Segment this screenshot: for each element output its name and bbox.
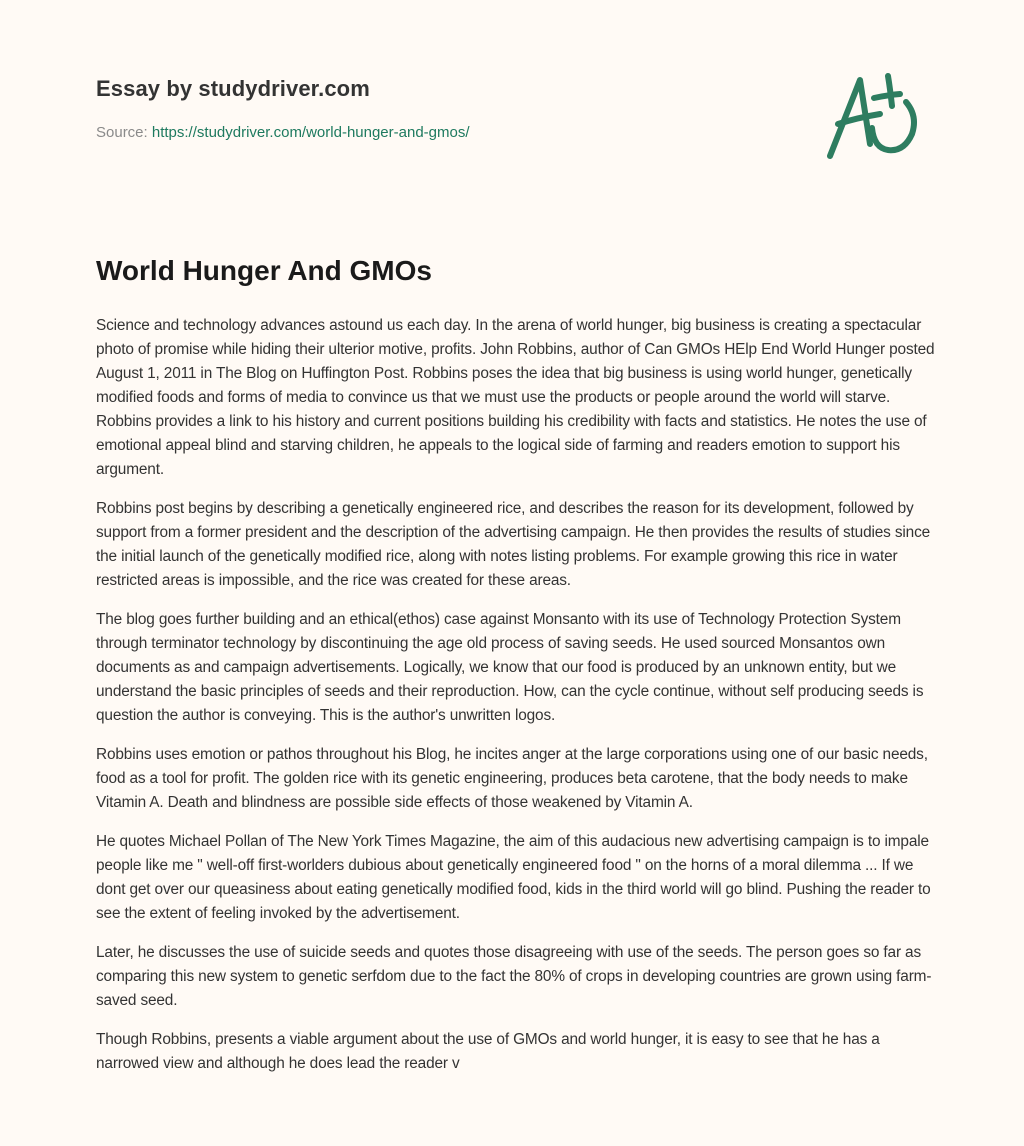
paragraph: Robbins post begins by describing a genetically engineered rice, and describes the reason for its development, followed by support from a former president and the description of the advertising campaign. He then provides the results of studies since the initial launch of the genetically modified rice, along with notes listing problems. For example growing this rice in water restricted areas is impossible, and the rice was created for these areas. xyxy=(96,500,931,589)
paragraph: Science and technology advances astound us each day. In the arena of world hunger, big business is creating a spectacular photo of promise while hiding their ulterior motive, profits. John Robbins, author of Can GMOs HElp End World Hunger posted August 1, 2011 in The Blog on Huffington Post. Robbins poses the idea that big business is using world hunger, genetically modified foods and forms of media to convince us that we must use the products or people around the world will starve. Robbins provides a link to his history and current positions building his credibility with facts and statistics. He notes the use of emotional appeal blind and starving children, he appeals to the logical side of farming and readers emotion to support his argument. xyxy=(96,317,935,478)
header xyxy=(96,0,936,180)
paragraph: The blog goes further building and an ethical(ethos) case against Monsanto with its use of Technology Protection System through terminator technology by discontinuing the age old process of saving seeds. He used sourced Monsantos own documents as and campaign advertisements. Logically, we know that our food is produced by an unknown entity, but we understand the basic principles of seeds and their reproduction. How, can the cycle continue, without self producing seeds is question the author is conveying. This is the author's unwritten logos. xyxy=(96,611,924,724)
source-link[interactable]: https://studydriver.com/world-hunger-and-gmos/ xyxy=(151,124,470,141)
page-header xyxy=(96,0,936,180)
essay-body xyxy=(96,314,941,1091)
paragraph: Later, he discusses the use of suicide seeds and quotes those disagreeing with use of the seeds. The person goes so far as comparing this new system to genetic serfdom due to the fact the 80% of crops in developing countries are grown using farm-saved seed. xyxy=(96,944,932,1009)
source-line xyxy=(96,124,470,141)
document-title: World Hunger And GMOs xyxy=(96,255,432,286)
a-plus-grade-icon xyxy=(826,68,926,164)
paragraph: Robbins uses emotion or pathos throughout his Blog, he incites anger at the large corporations using one of our basic needs, food as a tool for profit. The golden rice with its genetic engineering, produces beta carotene, that the body needs to make Vitamin A. Death and blindness are possible side effects of those weakened by Vitamin A. xyxy=(96,746,928,811)
site-title: Essay by studydriver.com xyxy=(96,76,370,101)
source-label: Source: xyxy=(96,124,148,141)
paragraph: He quotes Michael Pollan of The New York Times Magazine, the aim of this audacious new advertising campaign is to impale people like me " well-off first-worlders dubious about genetically engineered food " on the horns of a moral dilemma ... If we dont get over our queasiness about eating genetically modified food, kids in the third world will go blind. Pushing the reader to see the extent of feeling invoked by the advertisement. xyxy=(96,833,931,922)
paragraph: Though Robbins, presents a viable argument about the use of GMOs and world hunger, it is easy to see that he has a narrowed view and although he does lead the reader v xyxy=(96,1031,880,1072)
